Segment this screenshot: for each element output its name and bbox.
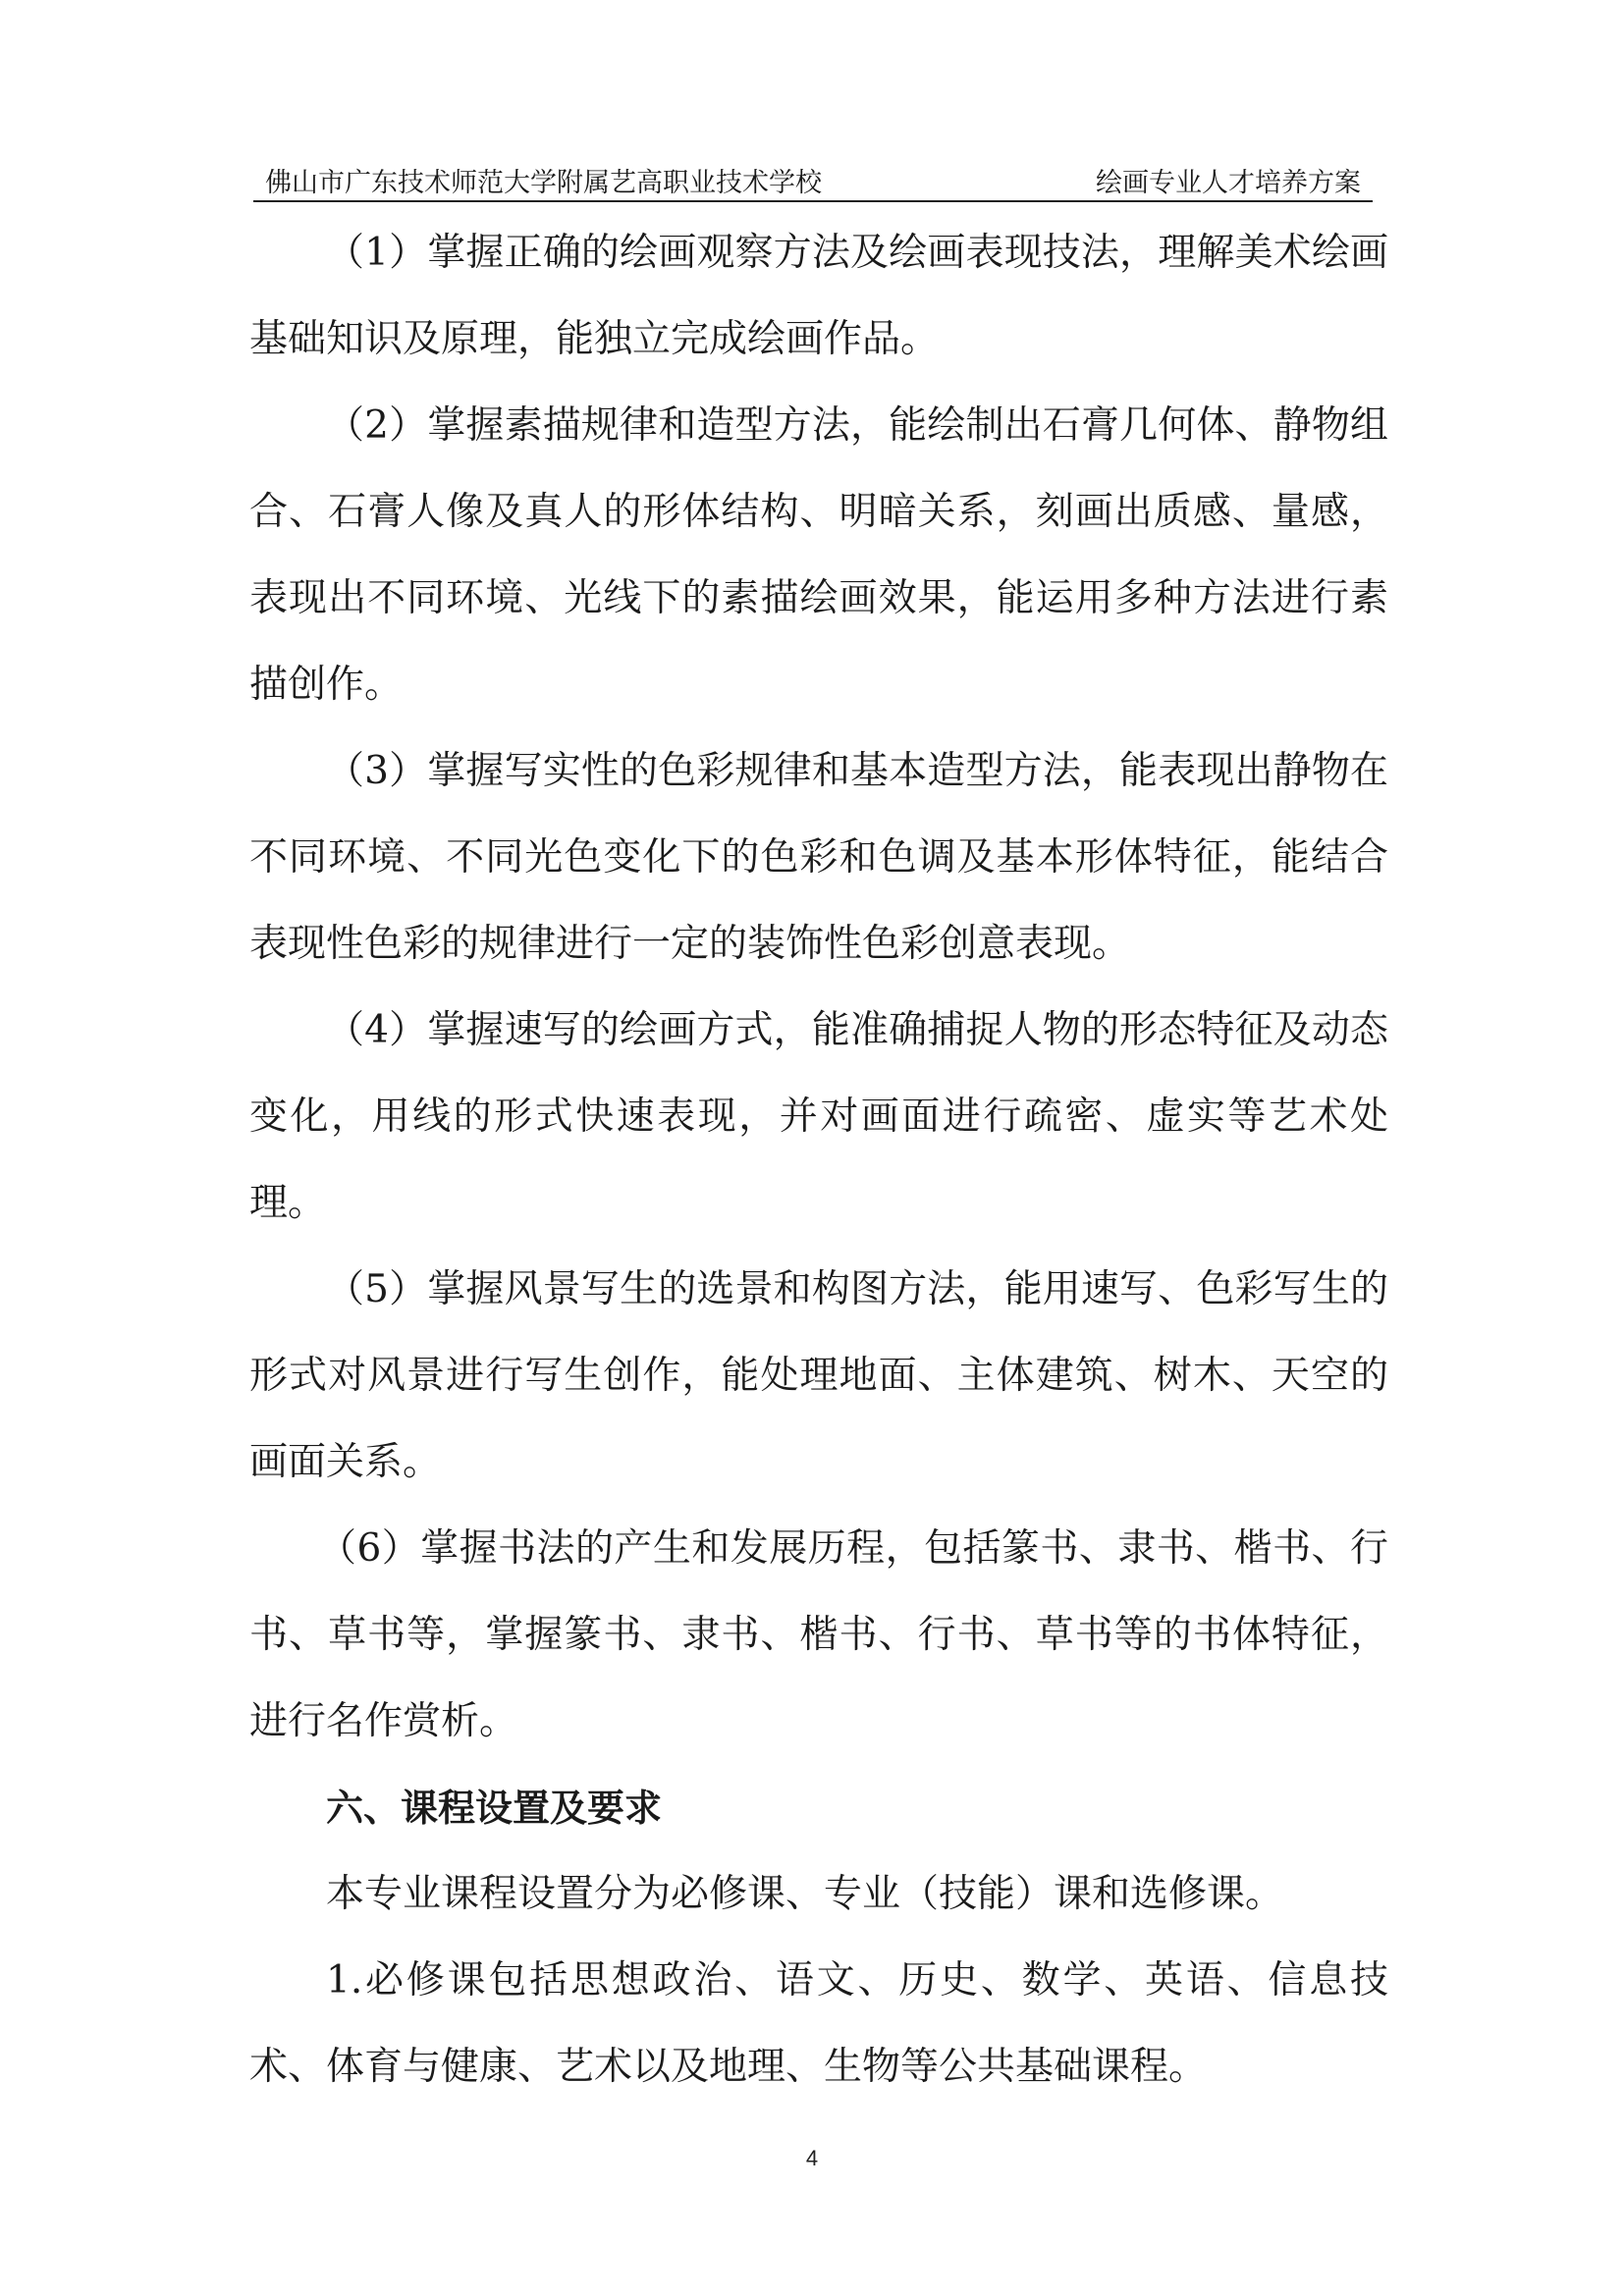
- page-header: [253, 157, 1373, 202]
- page-number: 4: [805, 2146, 819, 2170]
- paragraph-objective-2: （2）掌握素描规律和造型方法，能绘制出石膏几何体、静物组合、石膏人像及真人的形体结构、明暗关系，刻画出质感、量感，表现出不同环境、光线下的素描绘画效果，能运用多种方法进行素描创作。: [249, 403, 1388, 707]
- paragraph-objective-4: （4）掌握速写的绘画方式，能准确捕捉人物的形态特征及动态变化，用线的形式快速表现，并对画面进行疏密、虚实等艺术处理。: [249, 1008, 1388, 1225]
- section-heading: 六、课程设置及要求: [326, 1787, 663, 1830]
- paragraph-objective-6: （6）掌握书法的产生和发展历程，包括篆书、隶书、楷书、行书、草书等，掌握篆书、隶书、楷书、行书、草书等的书体特征，进行名作赏析。: [249, 1526, 1388, 1743]
- page-body: [249, 210, 1388, 2110]
- section-intro: 本专业课程设置分为必修课、专业（技能）课和选修课。: [326, 1872, 1284, 1916]
- paragraph-objective-1: （1）掌握正确的绘画观察方法及绘画表现技法，理解美术绘画基础知识及原理，能独立完成绘画作品。: [249, 231, 1388, 361]
- section-item-1: 1.必修课包括思想政治、语文、历史、数学、英语、信息技术、体育与健康、艺术以及地理、生物等公共基础课程。: [249, 1958, 1388, 2089]
- paragraph-objective-5: （5）掌握风景写生的选景和构图方法，能用速写、色彩写生的形式对风景进行写生创作，能处理地面、主体建筑、树木、天空的画面关系。: [249, 1267, 1388, 1484]
- header-school-name: 佛山市广东技术师范大学附属艺高职业技术学校: [265, 168, 822, 198]
- header-document-title: 绘画专业人才培养方案: [1096, 168, 1361, 198]
- paragraph-objective-3: （3）掌握写实性的色彩规律和基本造型方法，能表现出静物在不同环境、不同光色变化下的色彩和色调及基本形体特征，能结合表现性色彩的规律进行一定的装饰性色彩创意表现。: [249, 749, 1388, 966]
